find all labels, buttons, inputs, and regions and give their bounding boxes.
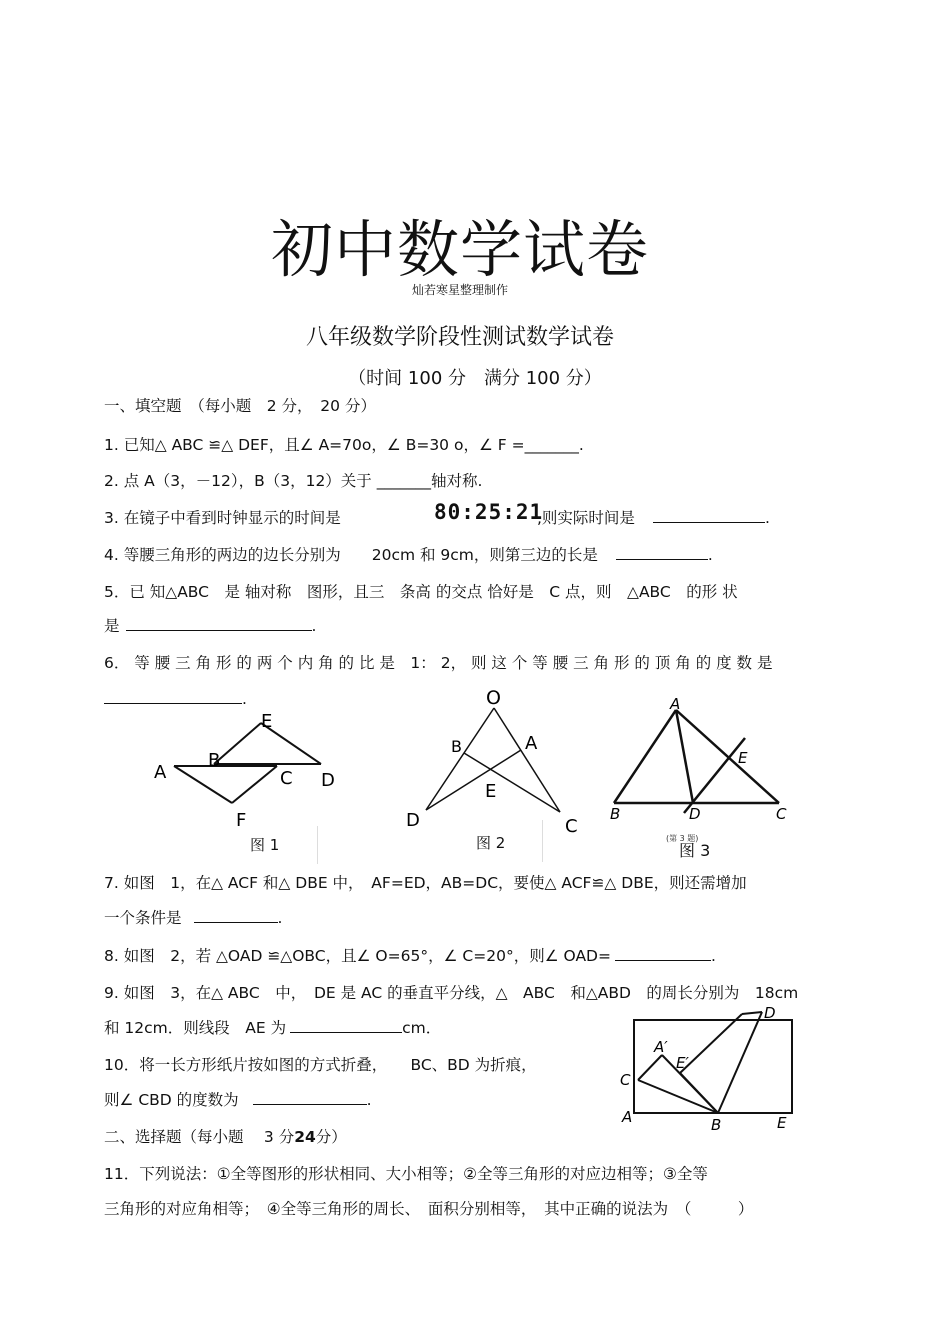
figure-2 bbox=[398, 682, 588, 842]
question-10-line2-text: 则∠ CBD 的度数为 bbox=[104, 1091, 239, 1109]
answer-blank bbox=[615, 946, 711, 961]
answer-blank bbox=[616, 545, 708, 560]
question-1: 1. 已知△ ABC ≌△ DEF，且∠ A=70o，∠ B=30 o，∠ F =_______. bbox=[104, 436, 584, 454]
figure-3-small-caption: (第 3 题) bbox=[666, 834, 699, 843]
question-8-text: 8. 如图 2，若 △OAD ≌△OBC，且∠ O=65°，∠ C=20°，则∠ OAD= bbox=[104, 947, 611, 965]
fig4-crease-bc bbox=[638, 1080, 718, 1113]
question-9-unit: cm． bbox=[402, 1019, 442, 1037]
answer-blank bbox=[253, 1090, 367, 1105]
page-title: 初中数学试卷 bbox=[270, 213, 649, 286]
question-4-text: 4. 等腰三角形的两边的边长分别为 20cm 和 9cm，则第三边的长是 bbox=[104, 546, 598, 564]
fig4-label-a: A bbox=[622, 1108, 633, 1126]
section-2-total-points: 24 bbox=[294, 1128, 316, 1146]
figure-1-caption: 图 1 bbox=[250, 836, 280, 854]
question-7-line1: 7. 如图 1，在△ ACF 和△ DBE 中， AF=ED，AB=DC，要使△ ACF≌△ DBE，则还需增加 bbox=[104, 874, 747, 892]
fig2-segment-od bbox=[426, 708, 497, 810]
fig2-label-a: A bbox=[525, 733, 538, 754]
fig4-fold-top bbox=[742, 1012, 762, 1014]
section-2-heading-suffix: 分） bbox=[315, 1128, 347, 1146]
question-3-text: 3. 在镜子中看到时钟显示的时间是 bbox=[104, 509, 341, 527]
question-11-line2: 三角形的对应角相等； ④全等三角形的周长、 面积分别相等， 其中正确的说法为 （ ） bbox=[104, 1200, 754, 1218]
fig3-label-a: A bbox=[670, 695, 681, 713]
question-9-line2 bbox=[104, 1016, 441, 1038]
question-11-line1: 11．下列说法：①全等图形的形状相同、大小相等；②全等三角形的对应边相等；③全等 bbox=[104, 1165, 708, 1183]
answer-blank bbox=[126, 616, 312, 631]
fig2-label-e: E bbox=[485, 781, 497, 802]
fig1-label-e: E bbox=[261, 711, 273, 732]
answer-blank bbox=[653, 508, 765, 523]
fig1-segment-be bbox=[214, 723, 261, 764]
question-6-line1: 6． 等 腰 三 角 形 的 两 个 内 角 的 比 是 1： 2， 则 这 个 等 腰 三 角 形 的 顶 角 的 度 数 是 bbox=[104, 654, 773, 672]
section-2-heading-text: 二、选择题（每小题 3 分 bbox=[104, 1128, 295, 1146]
fig2-segment-bc bbox=[464, 753, 560, 812]
answer-blank bbox=[194, 908, 278, 923]
fig2-label-o: O bbox=[486, 687, 501, 709]
fig1-label-a: A bbox=[154, 762, 167, 783]
question-7-line2: 一个条件是 . bbox=[104, 909, 283, 927]
exam-title: 八年级数学阶段性测试数学试卷 bbox=[305, 325, 614, 350]
fig1-segment-af bbox=[174, 766, 232, 803]
fig4-label-e: E bbox=[777, 1114, 787, 1132]
question-3-tail-text: ,则实际时间是 bbox=[537, 509, 635, 527]
fig4-label-c: C bbox=[620, 1071, 631, 1089]
fig1-label-d: D bbox=[321, 770, 335, 791]
fig4-label-e-prime: E′ bbox=[676, 1054, 689, 1072]
answer-blank bbox=[104, 689, 242, 704]
question-10-line1: 10．将一长方形纸片按如图的方式折叠， BC、BD 为折痕， bbox=[104, 1056, 537, 1074]
question-8: 8. 如图 2，若 △OAD ≌△OBC，且∠ O=65°，∠ C=20°，则∠ OAD= . bbox=[104, 947, 716, 965]
question-5-line2: 是 . bbox=[104, 617, 317, 635]
answer-blank bbox=[290, 1018, 402, 1033]
fig4-fold-ca1 bbox=[638, 1055, 662, 1080]
exam-info: （时间 100 分 满分 100 分） bbox=[348, 368, 602, 389]
figure-3 bbox=[604, 695, 804, 835]
section-2-heading bbox=[104, 1125, 347, 1147]
fig4-label-a-prime: A′ bbox=[654, 1038, 668, 1056]
figure-3-caption: 图 3 bbox=[679, 841, 711, 860]
question-5-line1: 5．已 知△ABC 是 轴对称 图形，且三 条高 的交点 恰好是 C 点，则 △ABC 的形 状 bbox=[104, 583, 738, 601]
fig4-crease-bd bbox=[718, 1012, 762, 1113]
fig4-fold-e1b bbox=[680, 1073, 718, 1113]
fig1-segment-fc bbox=[232, 766, 277, 803]
question-6-line2: . bbox=[104, 689, 247, 708]
fig1-label-f: F bbox=[236, 810, 247, 831]
question-5-line2-text: 是 bbox=[104, 617, 120, 635]
fig4-fold-edge bbox=[680, 1014, 742, 1073]
figure-1 bbox=[140, 705, 350, 835]
question-7-line2-text: 一个条件是 bbox=[104, 909, 182, 927]
fig3-label-d: D bbox=[689, 805, 701, 823]
figure-2-caption: 图 2 bbox=[476, 834, 506, 852]
fig1-label-c: C bbox=[280, 768, 293, 789]
question-9-line2-text: 和 12cm．则线段 AE 为 bbox=[104, 1019, 287, 1037]
question-10-line2: 则∠ CBD 的度数为 . bbox=[104, 1091, 372, 1109]
section-1-heading: 一、填空题 （每小题 2 分， 20 分） bbox=[104, 397, 376, 415]
fig2-label-c: C bbox=[565, 816, 578, 837]
question-3 bbox=[104, 506, 341, 528]
fig3-label-b: B bbox=[610, 805, 621, 823]
page-subtitle: 灿若寒星整理制作 bbox=[411, 283, 508, 297]
fig3-segment-ab bbox=[614, 710, 676, 803]
fig3-label-c: C bbox=[776, 805, 787, 823]
question-9-line1: 9. 如图 3，在△ ABC 中， DE 是 AC 的垂直平分线，△ ABC 和△ABD 的周长分别为 18cm bbox=[104, 984, 799, 1002]
figure-4-folded-paper bbox=[614, 1000, 804, 1135]
fig2-label-d: D bbox=[406, 810, 420, 831]
fig2-label-b: B bbox=[451, 737, 462, 756]
question-3-tail: ,则实际时间是 . bbox=[537, 509, 770, 527]
question-4: 4. 等腰三角形的两边的边长分别为 20cm 和 9cm，则第三边的长是 . bbox=[104, 546, 713, 564]
question-2: 2. 点 A（3，－12），B（3，12）关于 _______轴对称. bbox=[104, 472, 483, 490]
fig4-rectangle bbox=[634, 1020, 792, 1113]
fig1-label-b: B bbox=[208, 750, 221, 771]
fig4-label-d: D bbox=[764, 1004, 776, 1022]
fig4-label-b: B bbox=[711, 1116, 722, 1134]
mirror-clock-display: 80:25:21 bbox=[434, 500, 544, 524]
fig3-label-e: E bbox=[738, 749, 748, 767]
